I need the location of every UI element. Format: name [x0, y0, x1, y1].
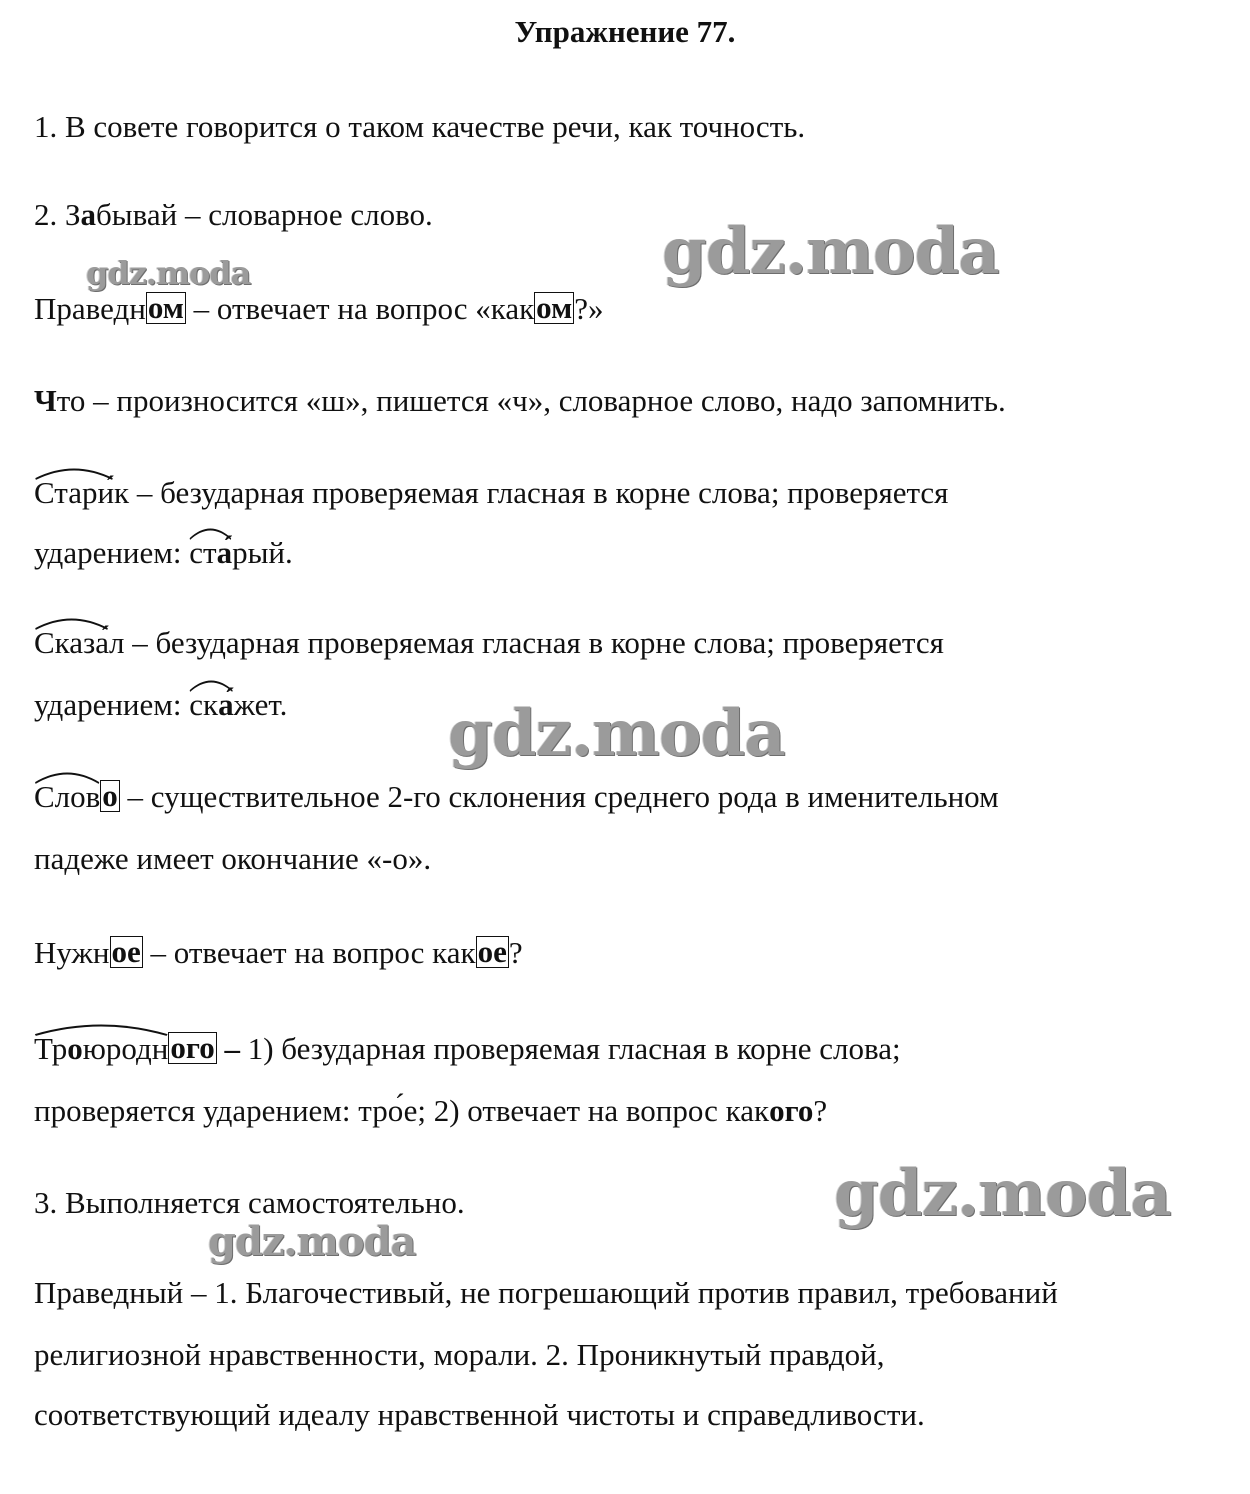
- word-troyurodnogo-line1: Троюродного – 1) безударная проверяемая гласная в корне слова;: [34, 1030, 901, 1068]
- word-starik-line1: Стари́к – безударная проверяемая гласная в корне слова; проверяется: [34, 474, 948, 512]
- root-mark: Слов: [34, 778, 100, 816]
- definition-line-2: религиозной нравственности, морали. 2. Проникнутый правдой,: [34, 1337, 885, 1372]
- word-chto: Что – произносится «ш», пишется «ч», словарное слово, надо запомнить.: [34, 383, 1006, 418]
- ending-box: о: [102, 778, 118, 813]
- ending-box: ом: [536, 290, 573, 325]
- word-skazal-line1: Сказа́л – безударная проверяемая гласная в корне слова; проверяется: [34, 624, 944, 662]
- watermark-logo: gdz.moda: [662, 214, 999, 289]
- watermark-logo: gdz.moda: [448, 696, 785, 771]
- ending-box: ое: [477, 934, 507, 969]
- answer-1: 1. В совете говорится о таком качестве речи, как точность.: [34, 109, 806, 144]
- ending-box: ое: [111, 934, 141, 969]
- answer-2: 2. Забывай – словарное слово.: [34, 197, 433, 232]
- watermark-logo: gdz.moda: [86, 254, 251, 292]
- word-slovo-line2: падеже имеет окончание «-о».: [34, 841, 432, 876]
- watermark-logo: gdz.moda: [208, 1218, 416, 1265]
- word-nuzhnoe: Нужное – отвечает на вопрос какое?: [34, 934, 523, 970]
- root-mark: ска́: [189, 686, 233, 724]
- ending-box: ого: [170, 1030, 215, 1065]
- word-starik-line2: ударением: ста́рый.: [34, 534, 293, 572]
- word-troyurodnogo-line2: проверяется ударением: тро́е; 2) отвечает на вопрос какого?: [34, 1093, 828, 1128]
- root-mark: ста́: [189, 534, 232, 572]
- definition-line-1: Праведный – 1. Благочестивый, не погрешающий против правил, требований: [34, 1275, 1058, 1310]
- watermark-logo: gdz.moda: [834, 1156, 1171, 1231]
- exercise-title: Упражнение 77.: [514, 14, 736, 49]
- root-mark: Стари́: [34, 474, 114, 512]
- root-mark: Троюродн: [34, 1030, 168, 1068]
- root-mark: Сказа́: [34, 624, 109, 662]
- word-skazal-line2: ударением: ска́жет.: [34, 686, 287, 724]
- word-pravednom: Праведном – отвечает на вопрос «каком?»: [34, 290, 604, 326]
- ending-box: ом: [147, 290, 184, 325]
- word-slovo-line1: Слово – существительное 2-го склонения среднего рода в именительном: [34, 778, 999, 816]
- answer-3: 3. Выполняется самостоятельно.: [34, 1185, 465, 1220]
- definition-line-3: соответствующий идеалу нравственной чистоты и справедливости.: [34, 1397, 925, 1432]
